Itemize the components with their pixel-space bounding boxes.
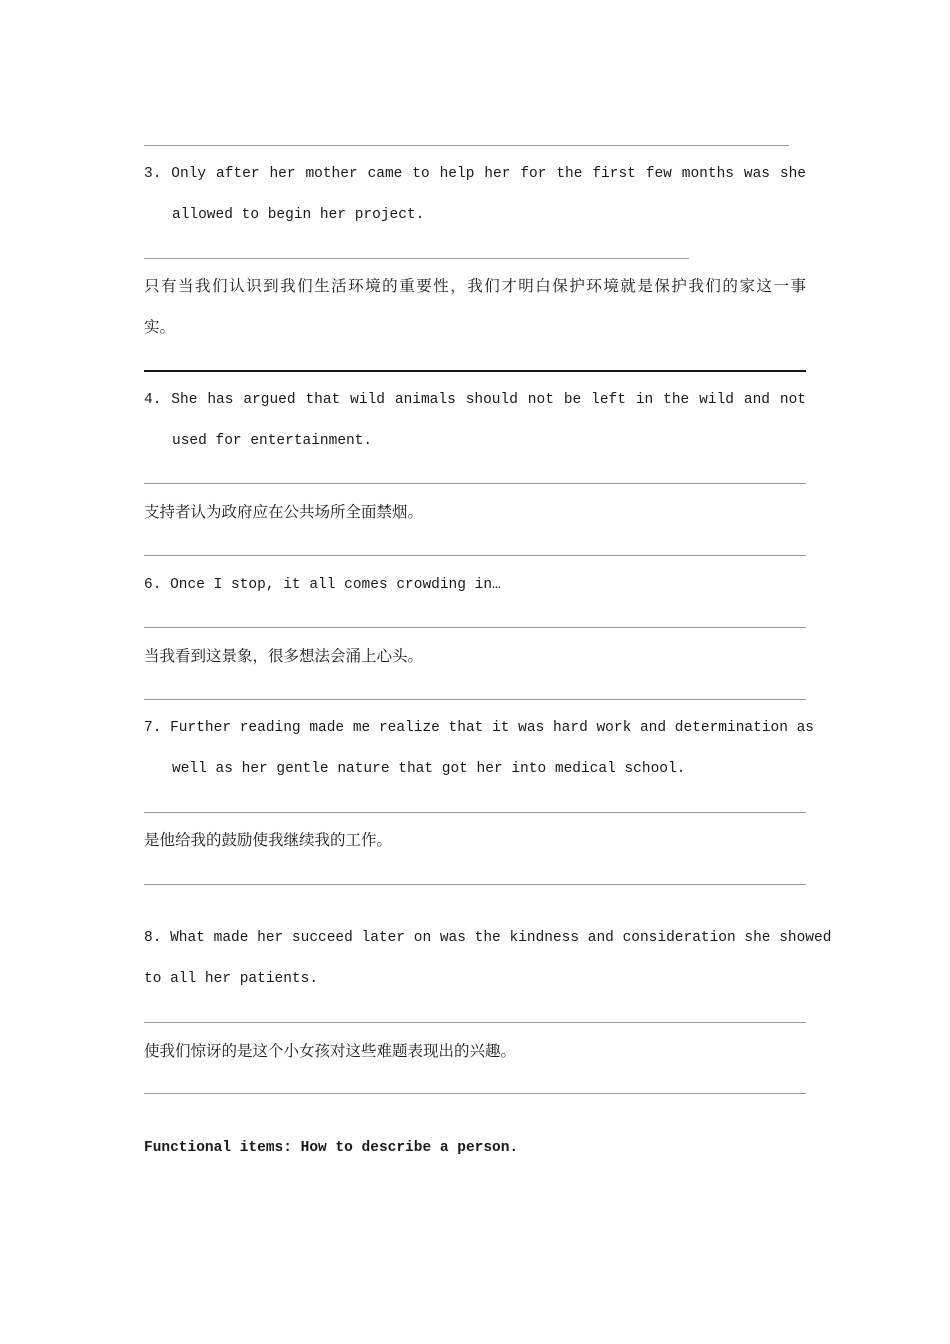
exercise-6-line-1: 6. Once I stop, it all comes crowding in…: [144, 577, 501, 593]
answer-line[interactable]: [144, 1022, 806, 1023]
answer-line[interactable]: [144, 627, 806, 628]
translation-prompt: 支持者认为政府应在公共场所全面禁烟。: [144, 503, 424, 521]
section-heading: Functional items: How to describe a person.: [144, 1140, 519, 1156]
translation-prompt-line-2: 实。: [144, 318, 176, 336]
translation-prompt: 当我看到这景象，很多想法会涌上心头。: [144, 647, 424, 665]
exercise-3-line-1: 3. Only after her mother came to help her for the first few months was she: [144, 166, 806, 182]
answer-line[interactable]: [144, 370, 806, 372]
exercise-7-line-1: 7. Further reading made me realize that it was hard work and determination as: [144, 720, 815, 736]
translation-prompt: 是他给我的鼓励使我继续我的工作。: [144, 831, 393, 849]
exercise-4-line-1: 4. She has argued that wild animals should not be left in the wild and not: [144, 392, 806, 408]
exercise-4-line-2: used for entertainment.: [172, 433, 373, 449]
exercise-7-line-2: well as her gentle nature that got her into medical school.: [172, 761, 686, 777]
answer-line[interactable]: [144, 699, 806, 700]
answer-line[interactable]: [144, 555, 806, 556]
exercise-8-line-1: 8. What made her succeed later on was the kindness and consideration she showed: [144, 930, 832, 946]
exercise-3-line-2: allowed to begin her project.: [172, 207, 425, 223]
translation-prompt-line-1: 只有当我们认识到我们生活环境的重要性，我们才明白保护环境就是保护我们的家这一事: [144, 277, 806, 295]
exercise-8-line-2: to all her patients.: [144, 971, 319, 987]
answer-line[interactable]: [144, 258, 689, 259]
answer-line[interactable]: [144, 1093, 806, 1094]
answer-line[interactable]: [144, 145, 789, 146]
answer-line[interactable]: [144, 483, 806, 484]
translation-prompt: 使我们惊讶的是这个小女孩对这些难题表现出的兴趣。: [144, 1042, 517, 1060]
answer-line[interactable]: [144, 884, 806, 885]
answer-line[interactable]: [144, 812, 806, 813]
